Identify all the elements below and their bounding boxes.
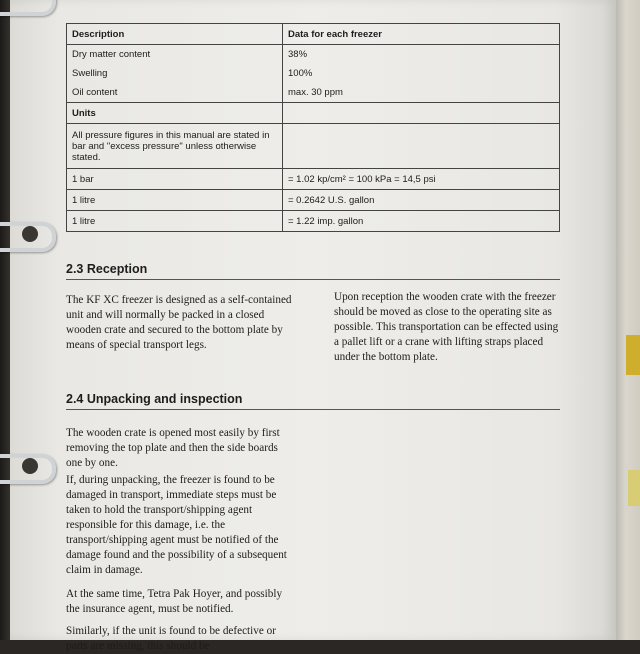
unpacking-paragraph: If, during unpacking, the freezer is found to be damaged in transport, immediate steps must be taken to hold the transport/shipping agent responsible for this damage, i.e. the transport/shipping agent must be notified of the damage found and the possibility of a subsequent claim in damage. — [66, 474, 287, 576]
binder-ring — [0, 454, 56, 484]
table-cell-value: = 1.22 imp. gallon — [283, 211, 560, 232]
units-note: All pressure figures in this manual are stated in bar and "excess pressure" unless otherwise stated. — [67, 124, 283, 169]
table-cell-label: 1 bar — [67, 169, 283, 190]
next-page-edge — [616, 0, 640, 640]
table-cell-label: Dry matter content — [67, 45, 283, 65]
specification-table — [66, 23, 560, 232]
unpacking-paragraph: At the same time, Tetra Pak Hoyer, and possibly the insurance agent, must be notified. — [66, 588, 283, 615]
table-header-data: Data for each freezer — [283, 24, 560, 45]
table-cell-value: = 1.02 kp/cm² = 100 kPa = 14,5 psi — [283, 169, 560, 190]
section-heading-reception: 2.3 Reception — [66, 262, 560, 280]
table-cell-label: Swelling — [67, 64, 283, 83]
units-header: Units — [67, 103, 283, 124]
section-heading-unpacking: 2.4 Unpacking and inspection — [66, 392, 560, 410]
binder-ring — [0, 0, 56, 16]
table-cell-value: = 0.2642 U.S. gallon — [283, 190, 560, 211]
table-cell-value: 100% — [283, 64, 560, 83]
reception-paragraph-right: Upon reception the wooden crate with the freezer should be moved as close to the operating site as possible. This transportation can be effected using a pallet lift or a crane with lifting straps placed under the bottom plate. — [334, 291, 559, 363]
unpacking-paragraph: The wooden crate is opened most easily by first removing the top plate and then the side boards one by one. — [66, 427, 280, 469]
table-cell-value: 38% — [283, 45, 560, 65]
table-cell-value: max. 30 ppm — [283, 83, 560, 103]
reception-paragraph-left: The KF XC freezer is designed as a self-contained unit and will normally be packed in a closed wooden crate and secured to the bottom plate by means of special transport legs. — [66, 294, 292, 351]
table-cell-label: 1 litre — [67, 211, 283, 232]
table-cell-label: 1 litre — [67, 190, 283, 211]
binder-ring — [0, 222, 56, 252]
table-cell-label: Oil content — [67, 83, 283, 103]
index-tab — [628, 470, 640, 506]
unpacking-paragraph: Similarly, if the unit is found to be defective or parts are missing, this should be — [66, 625, 276, 652]
index-tab — [626, 335, 640, 375]
table-header-description: Description — [67, 24, 283, 45]
